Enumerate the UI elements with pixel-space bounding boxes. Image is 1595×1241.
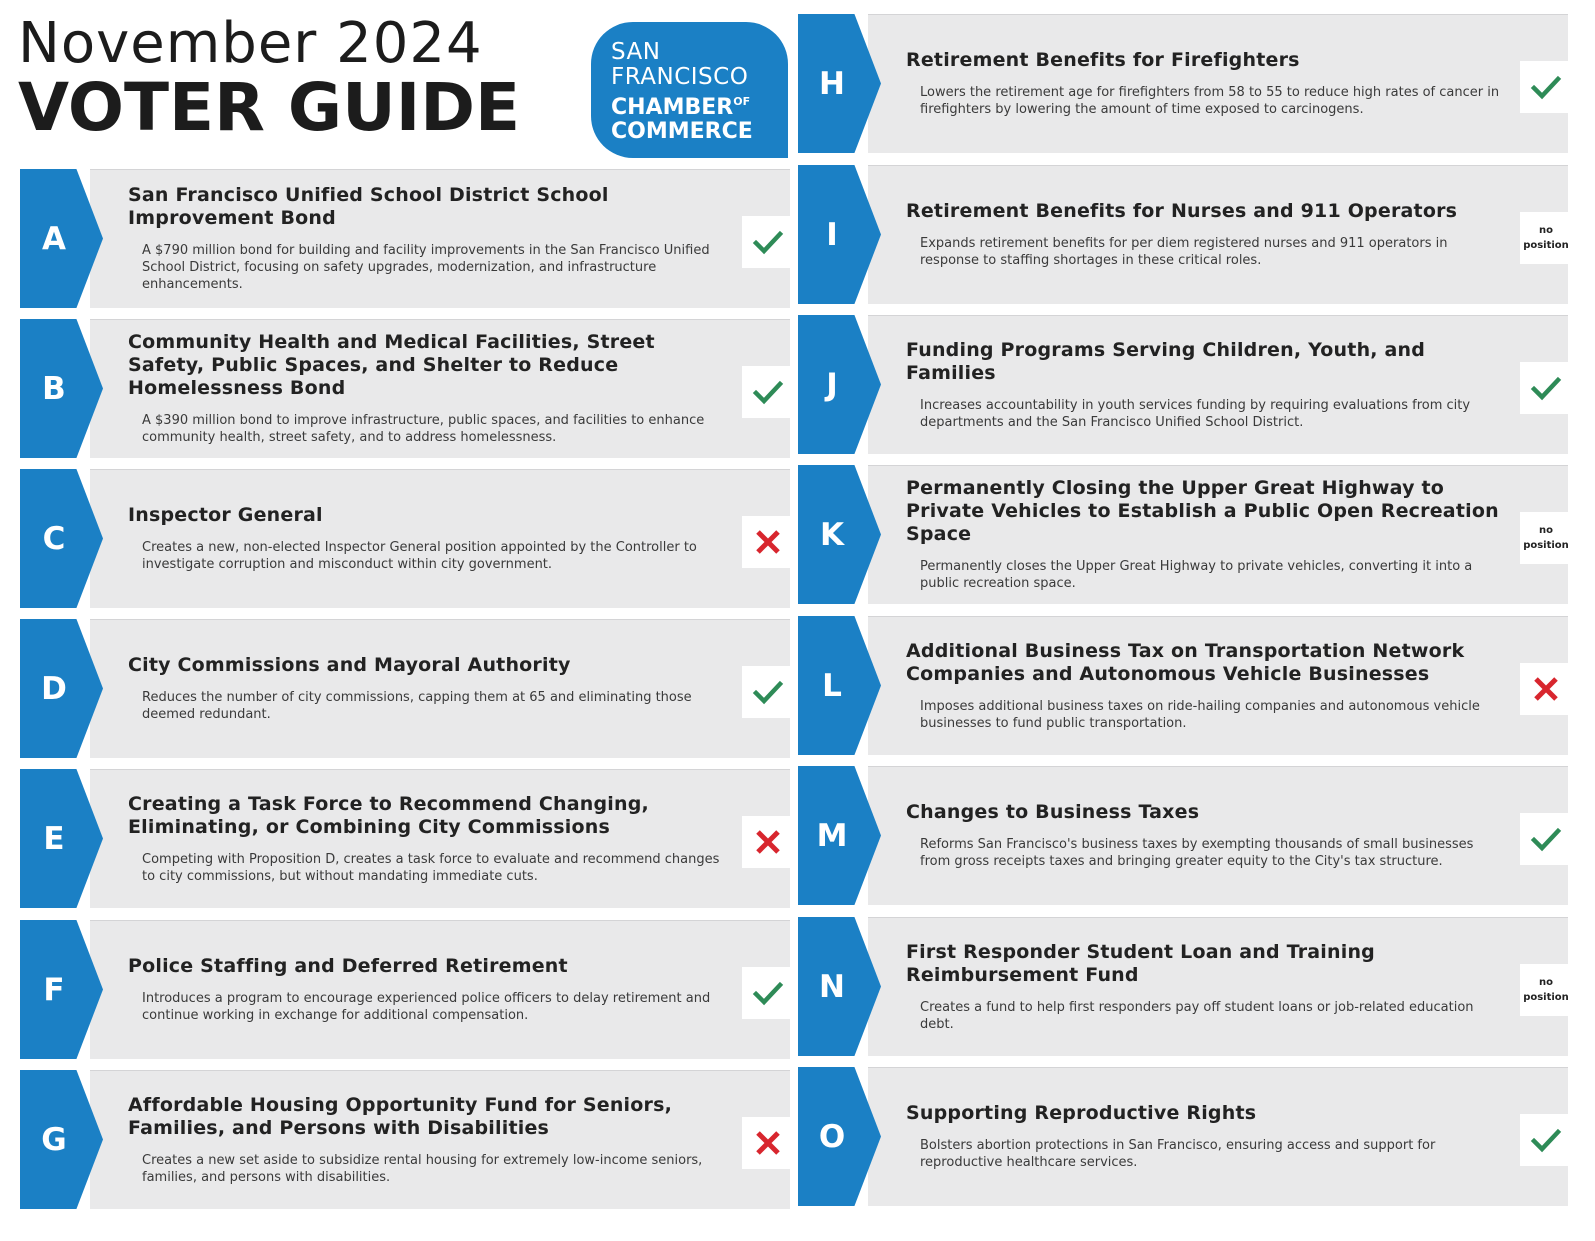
prop-letter: C	[42, 520, 66, 557]
prop-description: Competing with Proposition D, creates a task force to evaluate and recommend changes to city commissions, but without mandating immediate cuts.	[142, 851, 720, 884]
prop-card-k	[798, 465, 1568, 604]
position-badge	[742, 666, 794, 718]
position-badge	[1520, 813, 1572, 865]
position-badge	[742, 967, 794, 1019]
prop-card-i	[798, 165, 1568, 304]
prop-title: Inspector General	[128, 504, 323, 526]
prop-text	[906, 616, 1506, 755]
logo-line-commerce: COMMERCE	[611, 119, 753, 144]
prop-title: Community Health and Medical Facilities, Street Safety, Public Spaces, and Shelter to Reduce Homelessness Bond	[128, 331, 655, 399]
prop-letter: F	[43, 971, 65, 1008]
position-badge	[1520, 61, 1572, 113]
prop-letter: G	[41, 1121, 67, 1158]
prop-description: Reforms San Francisco's business taxes by exempting thousands of small businesses from gross receipts taxes and bringing greater equity to the City's tax structure.	[920, 837, 1474, 869]
position-badge	[742, 216, 794, 268]
no-position-label: no position	[1523, 225, 1569, 251]
check-icon	[751, 976, 785, 1010]
prop-card-m	[798, 766, 1568, 905]
prop-letter: K	[819, 516, 845, 553]
prop-description: A $790 million bond for building and facility improvements in the San Francisco Unified School District, focusing on safety upgrades, modernization, and infrastructure enhancements.	[142, 243, 710, 292]
prop-letter: I	[826, 216, 838, 253]
prop-description: Creates a new set aside to subsidize rental housing for extremely low-income seniors, families, and persons with disabilities.	[142, 1152, 703, 1185]
prop-title: Funding Programs Serving Children, Youth, and Families	[906, 338, 1426, 384]
position-badge	[1520, 212, 1572, 264]
chamber-logo	[591, 22, 788, 158]
prop-title: Supporting Reproductive Rights	[906, 1102, 1257, 1124]
no-position-label: no position	[1523, 525, 1569, 551]
prop-text	[906, 315, 1506, 454]
prop-letter: L	[822, 667, 842, 704]
prop-title: San Francisco Unified School District School Improvement Bond	[128, 184, 609, 229]
prop-text	[128, 169, 728, 308]
prop-text	[128, 920, 728, 1059]
position-badge	[1520, 512, 1572, 564]
prop-description: Imposes additional business taxes on ride-hailing companies and autonomous vehicle businesses to fund public transportation.	[920, 698, 1480, 731]
prop-letter: A	[42, 220, 66, 257]
check-icon	[1529, 822, 1563, 856]
prop-description: Expands retirement benefits for per diem registered nurses and 911 operators in response to staffing shortages in these critical roles.	[920, 236, 1448, 268]
prop-text	[128, 769, 728, 908]
prop-card-a	[20, 169, 790, 308]
prop-description: Introduces a program to encourage experienced police officers to delay retirement and continue working in exchange for additional compensation.	[142, 991, 711, 1023]
prop-description: Lowers the retirement age for firefighters from 58 to 55 to reduce high rates of cancer in firefighters by lowering the amount of time exposed to carcinogens.	[920, 85, 1500, 117]
prop-text	[906, 766, 1506, 905]
prop-text	[906, 465, 1506, 604]
prop-card-j	[798, 315, 1568, 454]
prop-card-f	[20, 920, 790, 1059]
logo-line-san: SAN	[611, 39, 661, 65]
prop-letter: N	[819, 968, 845, 1005]
prop-letter: E	[43, 820, 65, 857]
prop-title: First Responder Student Loan and Training Reimbursement Fund	[906, 940, 1375, 986]
prop-letter: H	[819, 65, 845, 102]
prop-card-d	[20, 619, 790, 758]
prop-title: Affordable Housing Opportunity Fund for Seniors, Families, and Persons with Disabilities	[128, 1093, 673, 1139]
x-icon	[751, 825, 785, 859]
prop-title: Retirement Benefits for Firefighters	[906, 49, 1300, 71]
prop-card-g	[20, 1070, 790, 1209]
prop-text	[128, 319, 728, 458]
prop-text	[128, 469, 728, 608]
position-badge	[742, 816, 794, 868]
check-icon	[751, 375, 785, 409]
prop-text	[906, 1067, 1506, 1206]
check-icon	[1529, 371, 1563, 405]
prop-text	[906, 917, 1506, 1056]
position-badge	[1520, 663, 1572, 715]
prop-description: Creates a new, non-elected Inspector General position appointed by the Controller to investigate corruption and misconduct within city government.	[142, 540, 697, 572]
position-badge	[1520, 964, 1572, 1016]
prop-text	[128, 619, 728, 758]
prop-letter: D	[41, 670, 67, 707]
prop-description: Permanently closes the Upper Great Highway to private vehicles, converting it into a public recreation space.	[920, 559, 1473, 591]
title-voter-guide: VOTER GUIDE	[18, 69, 521, 146]
check-icon	[1529, 70, 1563, 104]
prop-title: Additional Business Tax on Transportation Network Companies and Autonomous Vehicle Businesses	[906, 639, 1465, 685]
position-badge	[742, 1117, 794, 1169]
prop-description: Creates a fund to help first responders pay off student loans or job-related education debt.	[920, 999, 1474, 1032]
prop-title: Police Staffing and Deferred Retirement	[128, 955, 568, 977]
prop-card-n	[798, 917, 1568, 1056]
prop-title: Permanently Closing the Upper Great Highway to Private Vehicles to Establish a Public Open Recreation Space	[906, 477, 1499, 545]
prop-card-c	[20, 469, 790, 608]
prop-card-h	[798, 14, 1568, 153]
prop-title: Changes to Business Taxes	[906, 801, 1200, 823]
prop-card-b	[20, 319, 790, 458]
prop-card-e	[20, 769, 790, 908]
prop-card-l	[798, 616, 1568, 755]
prop-text	[906, 14, 1506, 153]
prop-card-o	[798, 1067, 1568, 1206]
header	[0, 0, 800, 170]
x-icon	[751, 1126, 785, 1160]
check-icon	[751, 675, 785, 709]
prop-title: Retirement Benefits for Nurses and 911 Operators	[906, 200, 1458, 222]
check-icon	[1529, 1123, 1563, 1157]
position-badge	[742, 516, 794, 568]
title-month-year: November 2024	[18, 11, 483, 76]
logo-line-francisco: FRANCISCO	[611, 64, 749, 90]
no-position-label: no position	[1523, 977, 1569, 1003]
x-icon	[1529, 672, 1563, 706]
x-icon	[751, 525, 785, 559]
prop-description: Reduces the number of city commissions, capping them at 65 and eliminating those deemed redundant.	[142, 690, 692, 722]
prop-letter: O	[818, 1118, 846, 1155]
prop-title: City Commissions and Mayoral Authority	[128, 654, 571, 676]
prop-description: Bolsters abortion protections in San Francisco, ensuring access and support for reproductive healthcare services.	[920, 1138, 1436, 1170]
prop-letter: J	[826, 366, 838, 403]
position-badge	[1520, 362, 1572, 414]
position-badge	[742, 366, 794, 418]
prop-description: Increases accountability in youth services funding by requiring evaluations from city departments and the San Francisco Unified School District.	[920, 397, 1471, 430]
check-icon	[751, 225, 785, 259]
prop-description: A $390 million bond to improve infrastructure, public spaces, and facilities to enhance community health, street safety, and to address homelessness.	[142, 413, 705, 445]
prop-text	[128, 1070, 728, 1209]
prop-text	[906, 165, 1506, 304]
prop-letter: B	[42, 370, 66, 407]
prop-letter: M	[816, 817, 848, 854]
logo-line-chamber: $CHAMBER^{OF}$	[611, 95, 751, 120]
position-badge	[1520, 1114, 1572, 1166]
prop-title: Creating a Task Force to Recommend Changing, Eliminating, or Combining City Commissions	[128, 792, 649, 838]
